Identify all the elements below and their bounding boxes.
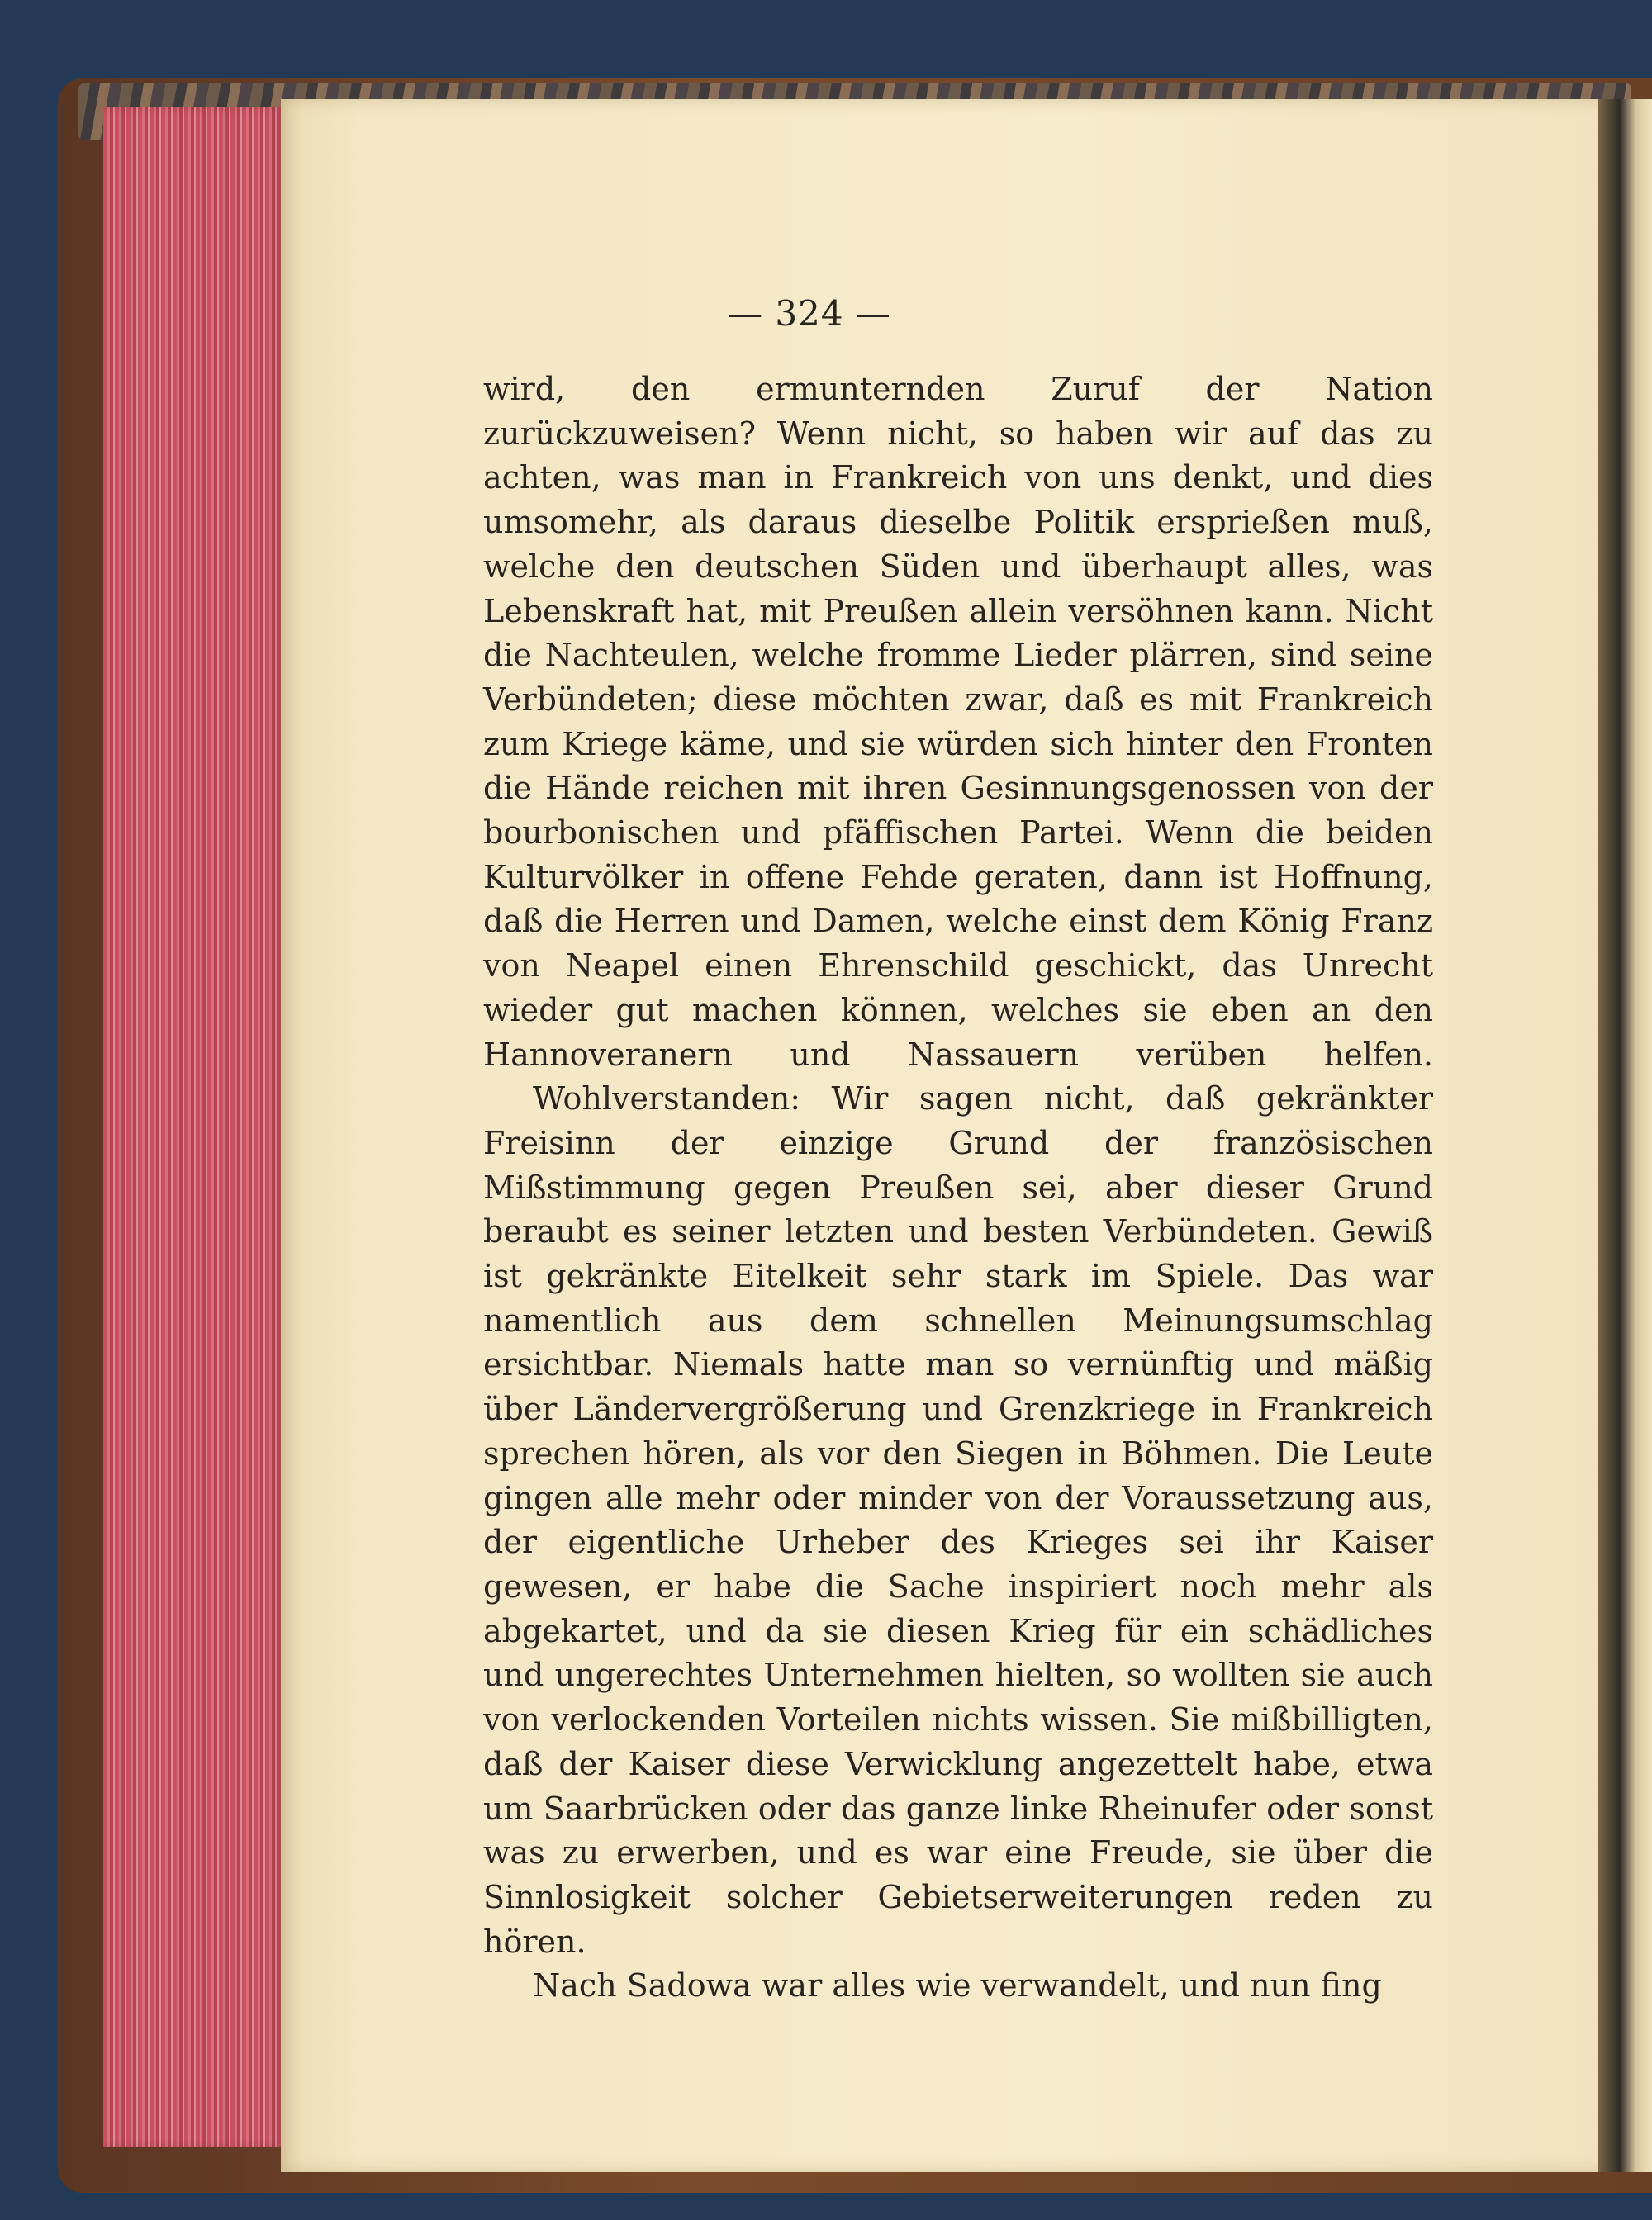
page-number: — 324 — <box>728 293 891 334</box>
paragraph-2: Wohlverstanden: Wir sagen nicht, daß gekränkter Freisinn der einzige Grund der französischen Mißstimmung gegen Preußen sei, aber dieser Grund beraubt es seiner letzten und besten Verbündeten. Gewiß ist gekränkte Eitelkeit sehr stark im Spiele. Das war namentlich aus dem schnellen Meinungsumschlag ersichtbar. Niemals hatte man so vernünftig und mäßig über Ländervergrößerung und Grenzkriege in Frankreich sprechen hören, als vor den Siegen in Böhmen. Die Leute gingen alle mehr oder minder von der Voraussetzung aus, der eigentliche Urheber des Krieges sei ihr Kaiser gewesen, er habe die Sache inspiriert noch mehr als abgekartet, und da sie diesen Krieg für ein schädliches und ungerechtes Unternehmen hielten, so wollten sie auch von verlockenden Vorteilen nichts wissen. Sie mißbilligten, daß der Kaiser diese Verwicklung angezettelt habe, etwa um Saarbrücken oder das ganze linke Rheinufer oder sonst was zu erwerben, und es war eine Freude, sie über die Sinnlosigkeit solcher Gebietserweiterungen reden zu hören. <box>483 1080 1433 1960</box>
red-page-edges <box>103 107 281 2147</box>
paragraph-3: Nach Sadowa war alles wie verwandelt, und nun fing <box>533 1967 1382 2004</box>
paragraph-1: wird, den ermunternden Zuruf der Nation zurückzuweisen? Wenn nicht, so haben wir auf das zu achten, was man in Frankreich von uns denkt, und dies umsomehr, als daraus dieselbe Politik ersprießen muß, welche den deutschen Süden und überhaupt alles, was Lebenskraft hat, mit Preußen allein versöhnen kann. Nicht die Nachteulen, welche fromme Lieder plärren, sind seine Verbündeten; diese möchten zwar, daß es mit Frankreich zum Kriege käme, und sie würden sich hinter den Fronten die Hände reichen mit ihren Gesinnungsgenossen von der bourbonischen und pfäffischen Partei. Wenn die beiden Kulturvölker in offene Fehde geraten, dann ist Hoffnung, daß die Herren und Damen, welche einst dem König Franz von Neapel einen Ehrenschild geschickt, das Unrecht wieder gut machen können, welches sie eben an den Hannoveranern und Nassauern verüben helfen. <box>483 371 1433 1073</box>
page-gutter <box>1598 99 1652 2172</box>
body-text <box>483 368 1433 2009</box>
